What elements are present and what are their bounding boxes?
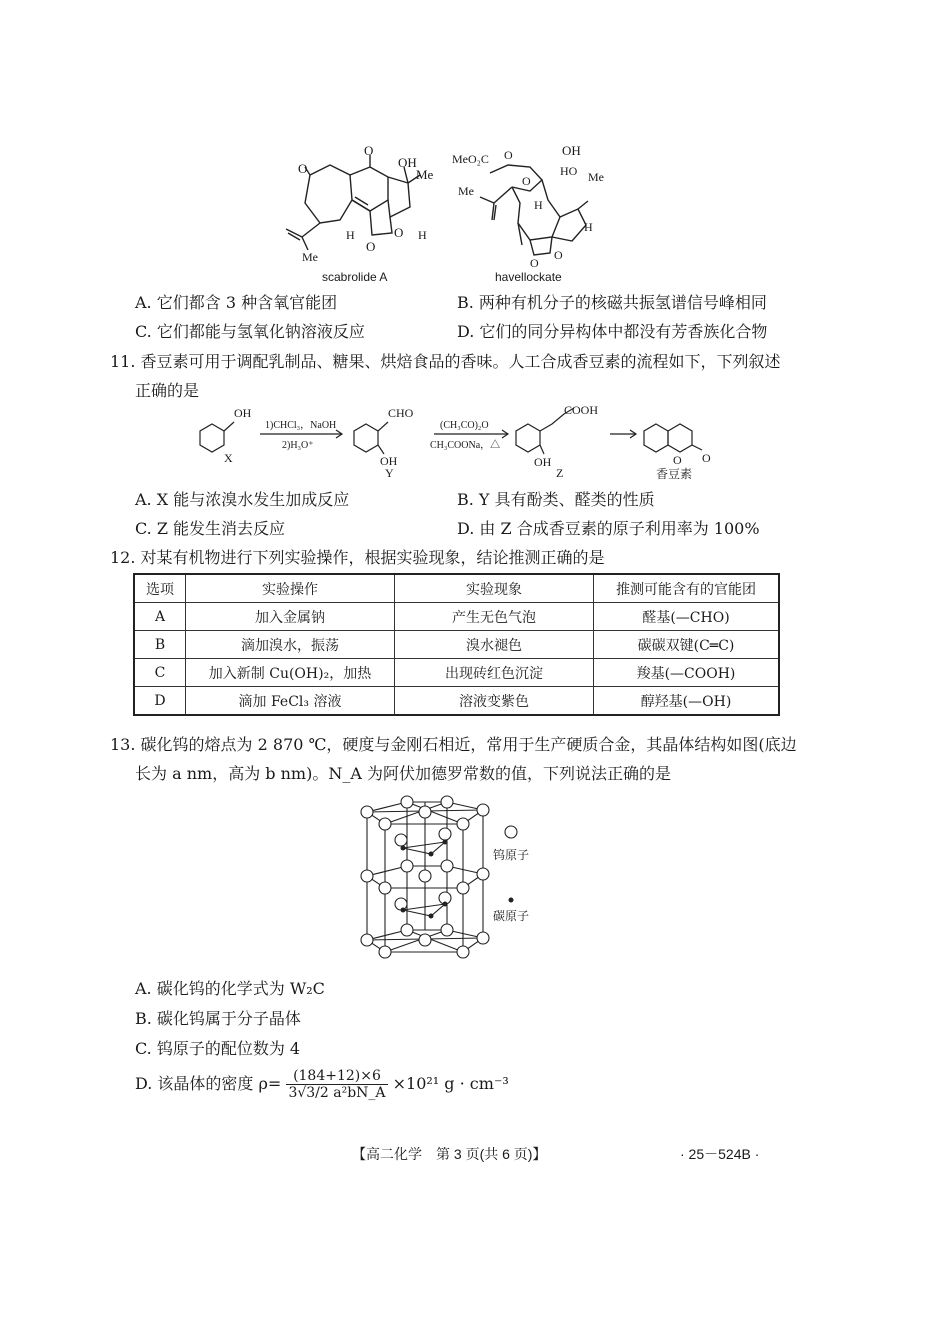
table-cell: 滴加 FeCl₃ 溶液 (186, 687, 395, 716)
table-cell: C (134, 659, 186, 687)
q13-option-d-suffix: ×10²¹ g · cm⁻³ (392, 1074, 509, 1093)
table-row (134, 603, 779, 631)
mol1-label: Me (302, 250, 318, 264)
mol2-name: havellockate (495, 270, 562, 284)
scheme-label-z: Z (556, 466, 564, 480)
scabrolide-a-structure (280, 145, 450, 270)
table-cell: D (134, 687, 186, 716)
q13-stem-line2: 长为 a nm，高为 b nm)。N_A 为阿伏加德罗常数的值，下列说法正确的是 (135, 764, 671, 783)
q13-option-d (135, 1068, 509, 1101)
q12-stem: 12. 对某有机物进行下列实验操作，根据实验现象，结论推测正确的是 (110, 548, 605, 567)
scheme-o-ring: O (673, 453, 682, 467)
table-header: 实验现象 (395, 574, 594, 603)
density-denominator: 3√3/2 a²bN_A (288, 1085, 386, 1101)
q10-option-a: A. 它们都含 3 种含氧官能团 (135, 293, 338, 312)
density-fraction (286, 1068, 387, 1101)
scheme-step2-bottom: CH₃COONa，△ (430, 440, 501, 451)
mol1-label: OH (398, 155, 417, 170)
table-row (134, 631, 779, 659)
q11-option-b: B. Y 具有酚类、醛类的性质 (457, 490, 655, 509)
table-header: 推测可能含有的官能团 (594, 574, 780, 603)
table-cell: 滴加溴水，振荡 (186, 631, 395, 659)
page-footer-center: 【高二化学 第 3 页(共 6 页)】 (352, 1146, 547, 1162)
havellockate-structure (450, 145, 620, 270)
q13-option-c: C. 钨原子的配位数为 4 (135, 1039, 301, 1058)
mol1-label: O (364, 145, 374, 158)
mol2-label: O (504, 148, 513, 162)
mol2-label: HO (560, 164, 578, 178)
mol2-label: Me (588, 170, 604, 184)
q13-stem-line1: 13. 碳化钨的熔点为 2 870 ℃，硬度与金刚石相近，常用于生产硬质合金，其晶体结构如图(底边 (110, 735, 797, 754)
table-cell: 加入新制 Cu(OH)₂，加热 (186, 659, 395, 687)
table-cell: 溴水褪色 (395, 631, 594, 659)
table-header: 实验操作 (186, 574, 395, 603)
mol2-label: H (534, 198, 543, 212)
q11-stem-line1: 11. 香豆素可用于调配乳制品、糖果、烘焙食品的香味。人工合成香豆素的流程如下，下列叙述 (110, 352, 781, 371)
q13-option-b: B. 碳化钨属于分子晶体 (135, 1009, 301, 1028)
legend-carbon-label: 碳原子 (493, 909, 530, 923)
scheme-label-x: X (224, 451, 233, 465)
scheme-step2-top: (CH₃CO)₂O (440, 420, 489, 431)
mol2-label: H (584, 220, 593, 234)
tungsten-atom-legend-icon (505, 826, 517, 838)
scheme-step1-bottom: 2)H₃O⁺ (282, 440, 314, 451)
table-cell: 出现砖红色沉淀 (395, 659, 594, 687)
table-cell: 醇羟基(—OH) (594, 687, 780, 716)
q10-option-c: C. 它们都能与氢氧化钠溶液反应 (135, 322, 365, 341)
q13-option-a: A. 碳化钨的化学式为 W₂C (135, 979, 325, 998)
table-cell: 羧基(—COOH) (594, 659, 780, 687)
mol2-label: O (530, 256, 539, 270)
mol2-label: O (554, 248, 563, 262)
mol2-label: OH (562, 145, 581, 158)
carbon-atom-legend-icon (509, 898, 514, 903)
page-footer-right: · 25－524B · (680, 1146, 760, 1162)
scheme-o-carbonyl: O (702, 451, 711, 465)
mol1-name: scabrolide A (322, 270, 388, 284)
scheme-product-label: 香豆素 (656, 467, 693, 480)
coumarin-synthesis-scheme (190, 400, 730, 480)
mol2-label: O (522, 174, 531, 188)
density-numerator: (184+12)×6 (286, 1068, 387, 1085)
mol1-label: O (366, 239, 376, 254)
mol2-label: Me (458, 184, 474, 198)
tungsten-carbide-crystal-diagram (355, 790, 555, 968)
scheme-oh-x: OH (234, 406, 252, 420)
q11-option-c: C. Z 能发生消去反应 (135, 519, 286, 538)
table-header-row (134, 574, 779, 603)
scheme-oh-z: OH (534, 455, 552, 469)
table-cell: 碳碳双键(C═C) (594, 631, 780, 659)
q12-table (133, 573, 780, 716)
table-header: 选项 (134, 574, 186, 603)
legend-tungsten-label: 钨原子 (493, 848, 530, 862)
table-row (134, 687, 779, 716)
mol2-label: MeO₂C (452, 152, 489, 166)
mol1-label: H (418, 228, 427, 242)
scheme-oh-y: OH (380, 454, 398, 468)
q11-stem-line2: 正确的是 (135, 381, 200, 400)
mol1-label: O (298, 161, 308, 176)
q10-option-b: B. 两种有机分子的核磁共振氢谱信号峰相同 (457, 293, 767, 312)
q10-option-d: D. 它们的同分异构体中都没有芳香族化合物 (457, 322, 768, 341)
table-cell: 加入金属钠 (186, 603, 395, 631)
table-cell: A (134, 603, 186, 631)
mol1-label: H (346, 228, 355, 242)
table-cell: 溶液变紫色 (395, 687, 594, 716)
scheme-step1-top: 1)CHCl₃，NaOH (265, 420, 337, 431)
scheme-cho: CHO (388, 406, 414, 420)
scheme-cooh: COOH (564, 403, 599, 417)
table-row (134, 659, 779, 687)
q11-option-a: A. X 能与浓溴水发生加成反应 (135, 490, 350, 509)
mol1-label: Me (416, 167, 434, 182)
q11-option-d: D. 由 Z 合成香豆素的原子利用率为 100% (457, 519, 760, 538)
table-cell: 醛基(—CHO) (594, 603, 780, 631)
table-cell: 产生无色气泡 (395, 603, 594, 631)
scheme-label-y: Y (385, 466, 394, 480)
q13-option-d-prefix: D. 该晶体的密度 ρ= (135, 1074, 282, 1093)
table-cell: B (134, 631, 186, 659)
mol1-label: O (394, 225, 404, 240)
